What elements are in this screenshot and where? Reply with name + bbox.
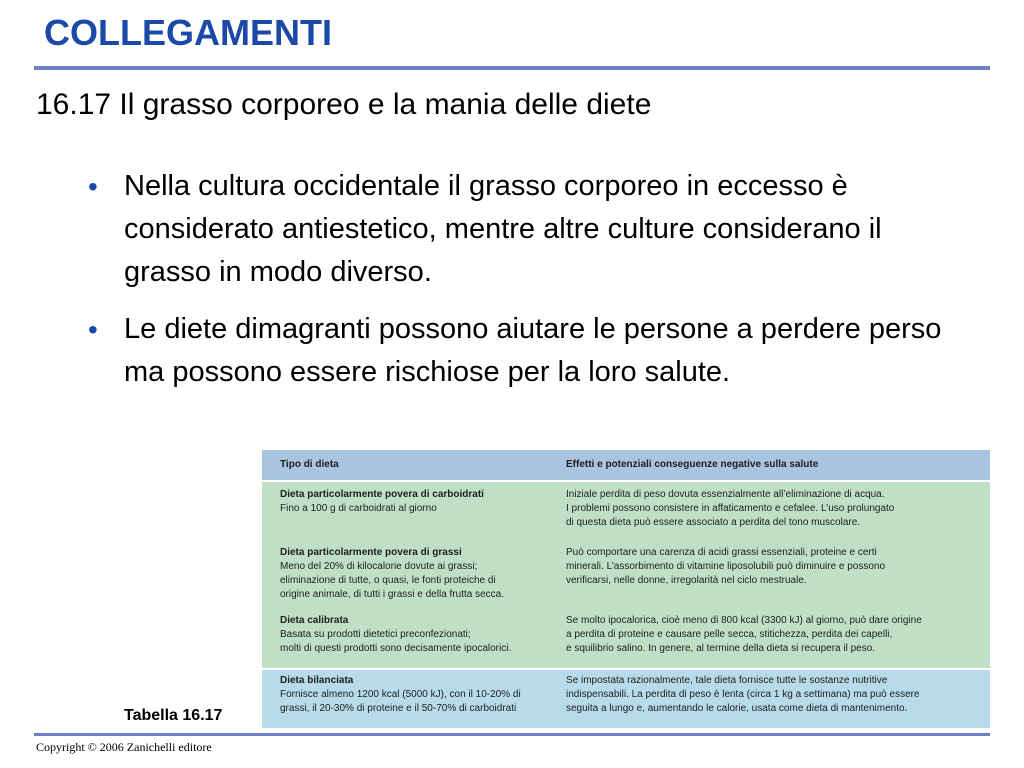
table-cell-type-line: Fornisce almeno 1200 kcal (5000 kJ), con il 10-20% di bbox=[280, 689, 521, 700]
table-cell-type-line: Basata su prodotti dietetici preconfezionati; bbox=[280, 629, 471, 640]
table-cell-effect-line: seguita a lungo e, aumentando le calorie, usata come dieta di mantenimento. bbox=[566, 703, 908, 714]
table-cell-effect-line: indispensabili. La perdita di peso è lenta (circa 1 kg a settimana) ma può essere bbox=[566, 689, 920, 700]
table-cell-effect-line: Se molto ipocalorica, cioè meno di 800 kcal (3300 kJ) al giorno, può dare origine bbox=[566, 615, 922, 626]
slide-subtitle: 16.17 Il grasso corporeo e la mania delle diete bbox=[36, 88, 652, 121]
table-cell-effect-line: minerali. L’assorbimento di vitamine liposolubili può diminuire e possono bbox=[566, 561, 886, 572]
table-cell-type-title: Dieta calibrata bbox=[280, 615, 349, 626]
table-cell-type-line: Meno del 20% di kilocalorie dovute ai grassi; bbox=[280, 561, 478, 572]
table-cell-effect-line: di questa dieta può essere associato a perdita del tono muscolare. bbox=[566, 517, 861, 528]
table-cell-effect-line: I problemi possono consistere in affaticamento e cefalee. L’uso prolungato bbox=[566, 503, 895, 514]
table-cell-type-line: grassi, il 20-30% di proteine e il 50-70% di carboidrati bbox=[280, 703, 517, 714]
bullet-icon: • bbox=[88, 314, 98, 345]
table-header-cell: Tipo di dieta bbox=[280, 459, 339, 470]
table-cell-type-line: origine animale, di tutti i grassi e della frutta secca. bbox=[280, 589, 504, 600]
table-header-cell: Effetti e potenziali conseguenze negative sulla salute bbox=[566, 459, 819, 470]
table-divider bbox=[262, 668, 990, 670]
table-cell-type-title: Dieta bilanciata bbox=[280, 675, 354, 686]
bullet-text: Le diete dimagranti possono aiutare le persone a perdere perso ma possono essere rischiose per la loro salute. bbox=[124, 313, 942, 388]
bullet-list bbox=[88, 165, 968, 408]
table-cell-effect-line: Se impostata razionalmente, tale dieta fornisce tutte le sostanze nutritive bbox=[566, 675, 888, 686]
table-divider bbox=[262, 480, 990, 482]
table-cell-type-line: Fino a 100 g di carboidrati al giorno bbox=[280, 503, 437, 514]
table-cell-effect-line: Può comportare una carenza di acidi grassi essenziali, proteine e certi bbox=[566, 547, 877, 558]
table-cell-type-title: Dieta particolarmente povera di carboidrati bbox=[280, 489, 484, 500]
table-caption: Tabella 16.17 bbox=[124, 707, 223, 724]
table-cell-effect-line: Iniziale perdita di peso dovuta essenzialmente all’eliminazione di acqua. bbox=[566, 489, 885, 500]
table-cell-type-title: Dieta particolarmente povera di grassi bbox=[280, 547, 462, 558]
title-divider bbox=[34, 66, 990, 70]
table-cell-type-line: molti di questi prodotti sono decisamente ipocalorici. bbox=[280, 643, 512, 654]
copyright-text: Copyright © 2006 Zanichelli editore bbox=[36, 740, 212, 754]
table-cell-effect-line: verificarsi, nelle donne, irregolarità nel ciclo mestruale. bbox=[566, 575, 807, 586]
bullet-icon: • bbox=[88, 171, 98, 202]
bullet-item bbox=[88, 308, 968, 394]
table-cell-effect-line: e squilibrio salino. In genere, al termine della dieta si recupera il peso. bbox=[566, 643, 876, 654]
slide-title: COLLEGAMENTI bbox=[44, 12, 332, 53]
bullet-item bbox=[88, 165, 968, 294]
footer-divider bbox=[34, 733, 990, 736]
table-cell-type-line: eliminazione di tutte, o quasi, le fonti proteiche di bbox=[280, 575, 496, 586]
diet-table bbox=[262, 450, 990, 728]
table-cell-effect-line: a perdita di proteine e causare pelle secca, stitichezza, perdita dei capelli, bbox=[566, 629, 893, 640]
bullet-text: Nella cultura occidentale il grasso corporeo in eccesso è considerato antiestetico, mentre altre culture considerano il grasso in modo diverso. bbox=[124, 170, 882, 288]
